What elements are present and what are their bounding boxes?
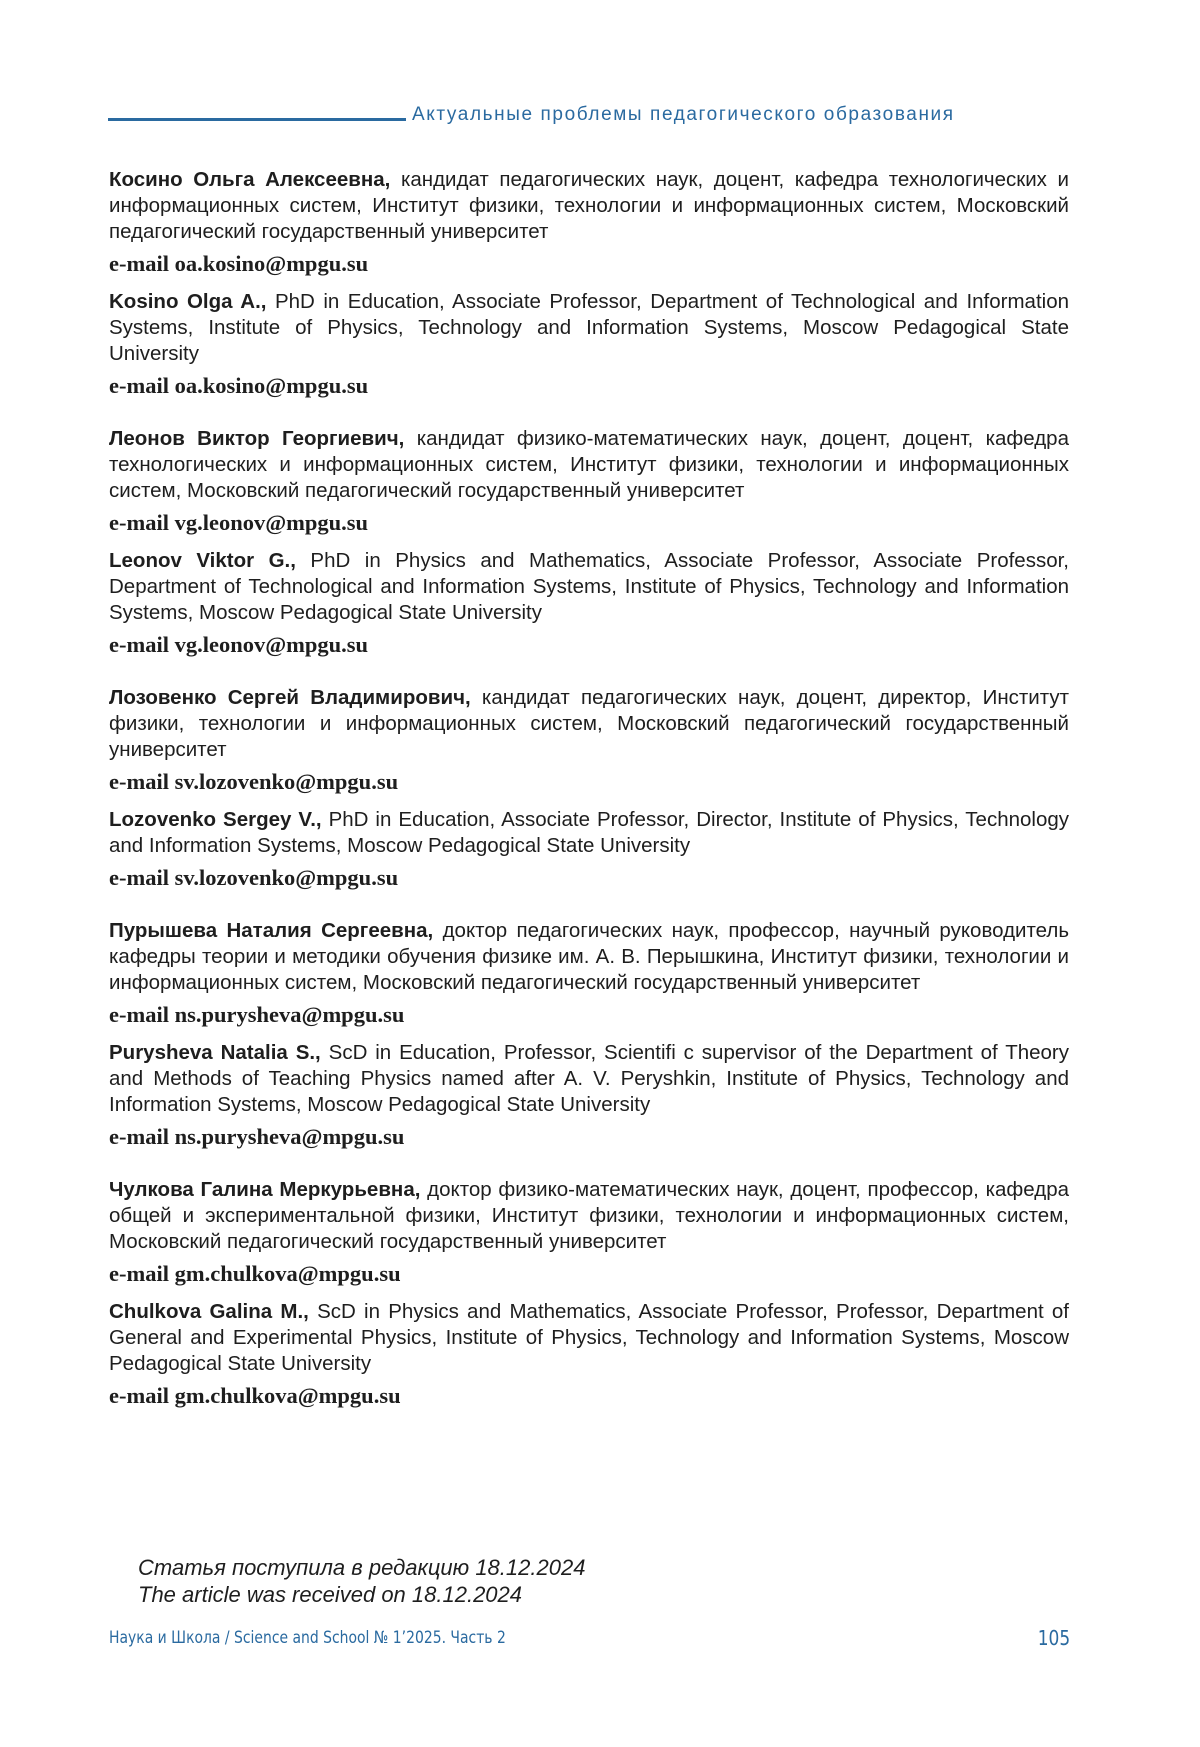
received-date-ru: Статья поступила в редакцию 18.12.2024 bbox=[138, 1555, 586, 1580]
author-bio-ru bbox=[109, 1177, 1069, 1255]
author-name-ru: Леонов Виктор Георгиевич, bbox=[109, 427, 405, 450]
author-bio-en bbox=[109, 548, 1069, 626]
author-bio-en bbox=[109, 807, 1069, 859]
author-email-en: e-mail oa.kosino@mpgu.su bbox=[109, 373, 369, 398]
author-details-en: PhD in Education, Associate Professor, Director, Institute of Physics, Technology and Information Systems, Moscow Pedagogical State University bbox=[109, 808, 1070, 857]
author-details-ru: кандидат педагогических наук, доцент, кафедра технологических и информационных систем, Институт физики, технологии и информационных систем, Московский педагогический государственный университет bbox=[109, 168, 1069, 243]
author-bio-ru bbox=[109, 426, 1069, 504]
author-bio-ru bbox=[109, 685, 1069, 763]
author-details-ru: кандидат физико-математических наук, доцент, доцент, кафедра технологических и информационных систем, Институт физики, технологии и информационных систем, Московский педагогический государственный университет bbox=[109, 427, 1069, 502]
author-email-ru: e-mail sv.lozovenko@mpgu.su bbox=[109, 769, 399, 794]
author-details-ru: доктор физико-математических наук, доцент, профессор, кафедра общей и экспериментальной физики, Институт физики, технологии и информационных систем, Московский педагогический государственный университет bbox=[109, 1178, 1069, 1253]
author-bio-en bbox=[109, 1299, 1069, 1377]
author-entry-leonov bbox=[109, 426, 1069, 658]
author-name-ru: Лозовенко Сергей Владимирович, bbox=[109, 686, 471, 709]
author-bio-en bbox=[109, 289, 1069, 367]
header-rule bbox=[108, 118, 406, 121]
author-details-ru: доктор педагогических наук, профессор, научный руководитель кафедры теории и методики обучения физике им. А. В. Перышкина, Институт физики, технологии и информационных систем, Московский педагогический государственный университет bbox=[109, 919, 1069, 994]
running-title: Актуальные проблемы педагогического образования bbox=[412, 104, 955, 125]
author-email-en: e-mail gm.chulkova@mpgu.su bbox=[109, 1383, 401, 1408]
author-email-en: e-mail vg.leonov@mpgu.su bbox=[109, 632, 369, 657]
author-name-en: Purysheva Natalia S., bbox=[109, 1041, 321, 1064]
author-name-ru: Пурышева Наталия Сергеевна, bbox=[109, 919, 434, 942]
author-bio-ru bbox=[109, 918, 1069, 996]
author-info-list bbox=[109, 167, 1069, 1409]
author-email-ru: e-mail oa.kosino@mpgu.su bbox=[109, 251, 369, 276]
author-name-ru: Чулкова Галина Меркурьевна, bbox=[109, 1178, 421, 1201]
author-details-ru: кандидат педагогических наук, доцент, директор, Институт физики, технологии и информационных систем, Московский педагогический государственный университет bbox=[109, 686, 1069, 761]
author-email-en: e-mail ns.purysheva@mpgu.su bbox=[109, 1124, 405, 1149]
author-name-en: Leonov Viktor G., bbox=[109, 549, 296, 572]
page-number: 105 bbox=[1037, 1626, 1070, 1650]
author-details-en: PhD in Physics and Mathematics, Associate Professor, Associate Professor, Department of Technological and Information Systems, Institute of Physics, Technology and Information Systems, Moscow Pedagogical State University bbox=[109, 549, 1069, 624]
author-details-en: ScD in Education, Professor, Scientifi c supervisor of the Department of Theory and Methods of Teaching Physics named after A. V. Peryshkin, Institute of Physics, Technology and Information Systems, Moscow Pedagogical State University bbox=[109, 1041, 1070, 1116]
author-bio-en bbox=[109, 1040, 1069, 1118]
author-entry-kosino bbox=[109, 167, 1069, 399]
author-name-ru: Косино Ольга Алексеевна, bbox=[109, 168, 391, 191]
author-email-ru: e-mail ns.purysheva@mpgu.su bbox=[109, 1002, 405, 1027]
author-bio-ru bbox=[109, 167, 1069, 245]
author-entry-lozovenko bbox=[109, 685, 1069, 891]
author-details-en: ScD in Physics and Mathematics, Associate Professor, Professor, Department of General and Experimental Physics, Institute of Physics, Technology and Information Systems, Moscow Pedagogical State University bbox=[109, 1300, 1069, 1375]
journal-footer: Наука и Школа / Science and School № 1’2025. Часть 2 bbox=[109, 1628, 506, 1648]
author-email-ru: e-mail vg.leonov@mpgu.su bbox=[109, 510, 369, 535]
received-note bbox=[138, 1554, 585, 1608]
author-name-en: Chulkova Galina M., bbox=[109, 1300, 309, 1323]
author-entry-purysheva bbox=[109, 918, 1069, 1150]
author-email-en: e-mail sv.lozovenko@mpgu.su bbox=[109, 865, 399, 890]
author-email-ru: e-mail gm.chulkova@mpgu.su bbox=[109, 1261, 401, 1286]
author-name-en: Kosino Olga A., bbox=[109, 290, 267, 313]
received-date-en: The article was received on 18.12.2024 bbox=[138, 1582, 523, 1607]
author-entry-chulkova bbox=[109, 1177, 1069, 1409]
author-name-en: Lozovenko Sergey V., bbox=[109, 808, 322, 831]
author-details-en: PhD in Education, Associate Professor, Department of Technological and Information Systems, Institute of Physics, Technology and Information Systems, Moscow Pedagogical State University bbox=[109, 290, 1069, 365]
